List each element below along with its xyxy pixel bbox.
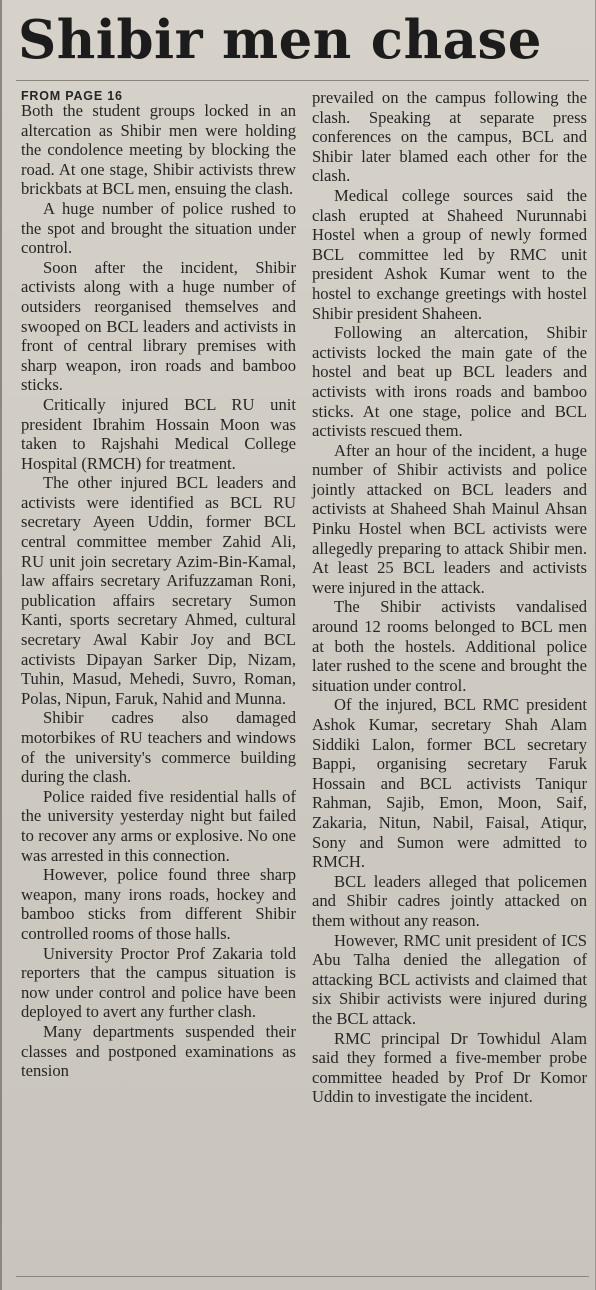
paragraph: A huge number of police rushed to the spot and brought the situation under control. [21,198,296,258]
paragraph: Following an altercation, Shibir activists locked the main gate of the hostel and beat up BCL leaders and activists with irons roads and bamboo sticks. At one stage, police and BCL activists rescued them. [312,323,587,441]
jump-line: FROM PAGE 16 [21,89,123,103]
paragraph: Soon after the incident, Shibir activists along with a huge number of outsiders reorganised themselves and swooped on BCL leaders and activists in front of central library premises with sharp weapon, iron roads and bamboo sticks. [21,257,296,395]
headline: Shibir men chase [18,9,542,71]
paragraph: Of the injured, BCL RMC president Ashok Kumar, secretary Shah Alam Siddiki Lalon, former BCL secretary Bappi, organising secretary Faruk Hossain and BCL activists Taniqur Rahman, Sajib, Emon, Moon, Saif, Zakaria, Nitun, Nabil, Faisal, Atiqur, Sony and Sumon were admitted to RMCH. [312,695,587,872]
paragraph: Both the student groups locked in an altercation as Shibir men were holding the condolence meeting by blocking the road. At one stage, Shibir activists threw brickbats at BCL men, ensuing the clash. [21,101,296,199]
paragraph: However, police found three sharp weapon, many irons roads, hockey and bamboo sticks from different Shibir controlled rooms of those halls. [21,865,296,943]
paragraph: University Proctor Prof Zakaria told reporters that the campus situation is now under control and police have been deployed to avert any further clash. [21,943,296,1022]
bottom-rule [16,1276,589,1277]
paragraph: prevailed on the campus following the clash. Speaking at separate press conferences on the campus, BCL and Shibir later blamed each other for the clash. [312,88,587,186]
article-body [21,88,587,1107]
paragraph: After an hour of the incident, a huge number of Shibir activists and police jointly attacked on BCL leaders and activists at Shaheed Shah Mainul Ahsan Pinku Hostel when BCL activists were allegedly preparing to attack Shibir men. At least 25 BCL leaders and activists were injured in the attack. [312,440,587,597]
paragraph: However, RMC unit president of ICS Abu Talha denied the allegation of attacking BCL activists and claimed that six Shibir activists were injured during the BCL attack. [312,930,587,1028]
paragraph: Police raided five residential halls of the university yesterday night but failed to recover any arms or explosive. No one was arrested in this connection. [21,786,296,865]
paragraph: BCL leaders alleged that policemen and Shibir cadres jointly attacked on them without any reason. [312,871,587,930]
column-2 [312,88,587,1107]
paragraph: Critically injured BCL RU unit president Ibrahim Hossain Moon was taken to Rajshahi Medical College Hospital (RMCH) for treatment. [21,394,296,473]
paragraph: The Shibir activists vandalised around 12 rooms belonged to BCL men at both the hostels. Additional police later rushed to the scene and brought the situation under control. [312,597,587,695]
paragraph: The other injured BCL leaders and activists were identified as BCL RU secretary Ayeen Uddin, former BCL central committee member Zahid Ali, RU unit join secretary Azim-Bin-Kamal, law affairs secretary Arifuzzaman Roni, publication affairs secretary Sumon Kanti, sports secretary Ahmed, cultural secretary Awal Kabir Joy and BCL activists Dipayan Sarker Dip, Nizam, Tuhin, Masud, Mehedi, Suvro, Roman, Polas, Nipun, Faruk, Nahid and Munna. [21,473,296,708]
paragraph: Many departments suspended their classes and postponed examinations as tension [21,1021,296,1081]
headline-rule [16,80,589,81]
paragraph: Shibir cadres also damaged motorbikes of RU teachers and windows of the university's commerce building during the clash. [21,708,296,787]
paragraph: RMC principal Dr Towhidul Alam said they formed a five-member probe committee headed by Prof Dr Komor Uddin to investigate the incident. [312,1028,587,1107]
paragraph: Medical college sources said the clash erupted at Shaheed Nurunnabi Hostel when a group of newly formed BCL committee led by RMC unit president Ashok Kumar went to the hostel to exchange greetings with hostel Shibir president Shaheen. [312,185,587,323]
column-1 [21,88,296,1107]
